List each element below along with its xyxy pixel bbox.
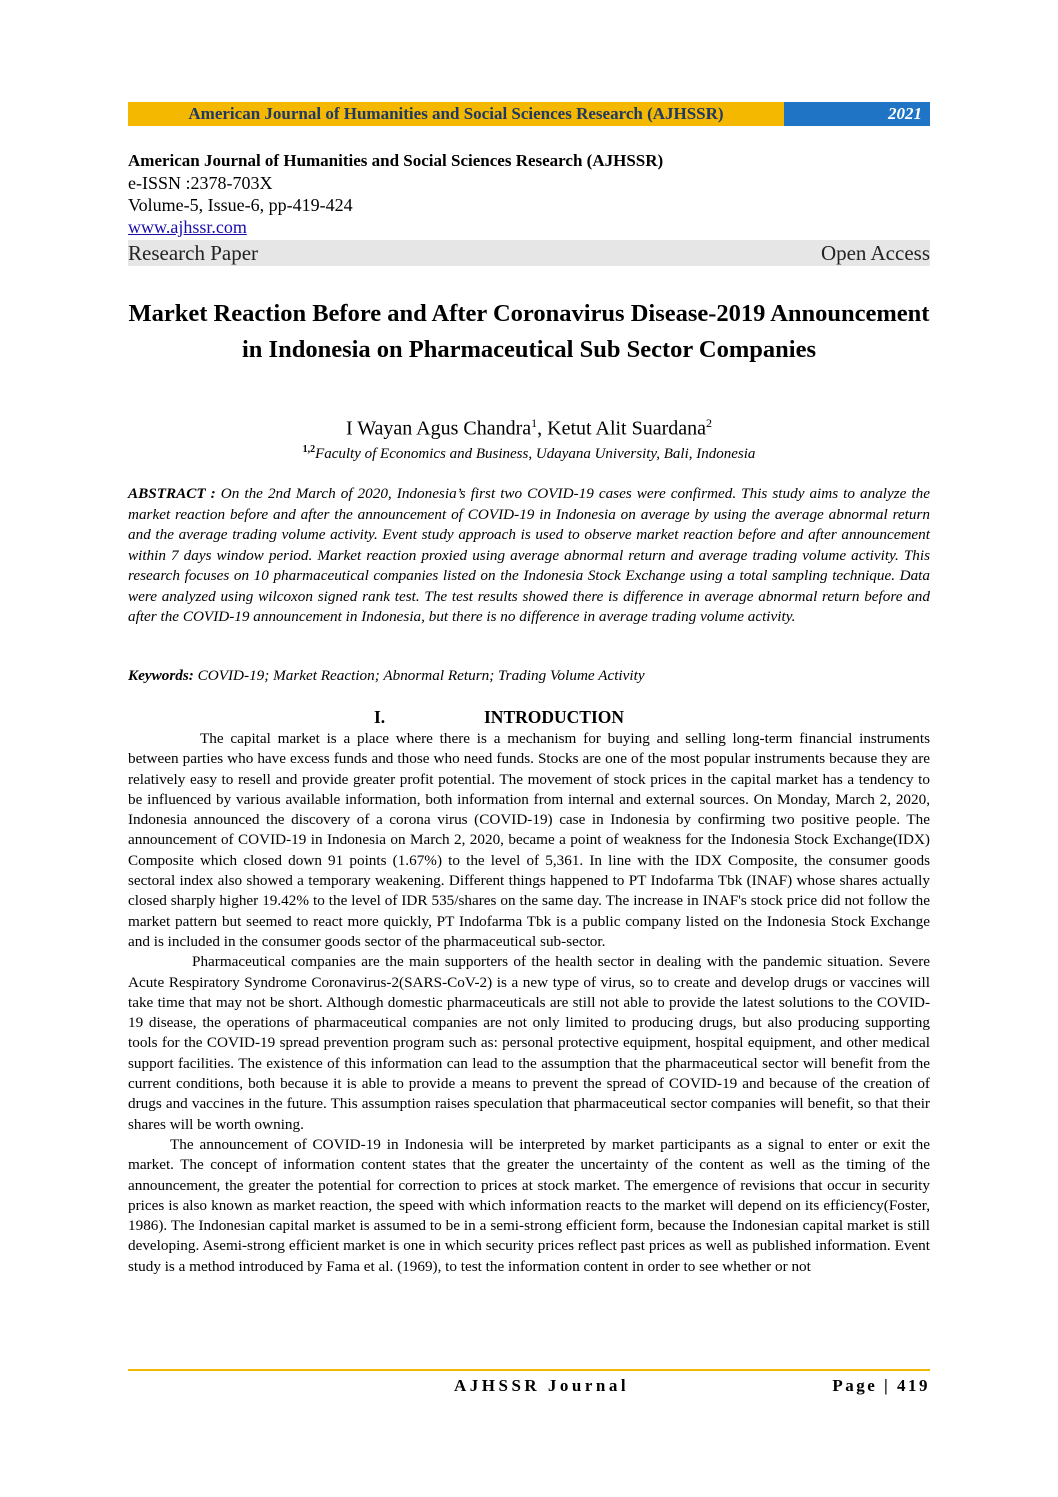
- journal-info-block: [128, 150, 930, 266]
- paragraph: Pharmaceutical companies are the main supporters of the health sector in dealing with the pandemic situation. Severe Acute Respiratory Syndrome Coronavirus-2(SARS-CoV-2) is a new type of virus, so to create and develop drugs or vaccines will take time that may not be short. Although domestic pharmaceuticals are still not able to provide the latest solutions to the COVID-19 disease, the operations of pharmaceutical companies are not only limited to producing drugs, but also producing supporting tools for the COVID-19 spread prevention program such as: personal protective equipment, hospital equipment, and other medical support facilities. The existence of this information can lead to the assumption that the pharmaceutical sector will benefit from the current conditions, both because it is able to provide a means to prevent the spread of COVID-19 and because of the creation of drugs and vaccines in the future. This assumption raises speculation that pharmaceutical sector companies will benefit, so that their shares will be worth owning.: [128, 953, 930, 1133]
- page-footer: [128, 1374, 930, 1398]
- paper-type-bar: [128, 240, 930, 266]
- volume-issue: Volume-5, Issue-6, pp-419-424: [128, 195, 353, 215]
- footer-divider: [128, 1369, 930, 1371]
- journal-website-link[interactable]: www.ajhssr.com: [128, 217, 247, 237]
- author-1: I Wayan Agus Chandra: [345, 417, 532, 440]
- affiliation-mark: 1,2: [302, 444, 316, 455]
- abstract-text: On the 2nd March of 2020, Indonesia’s first two COVID-19 cases were confirmed. This study aims to analyze the market reaction before and after the announcement of COVID-19 in Indonesia on average by using the average abnormal return and the average trading volume activity. Event study approach is used to observe market reaction before and after announcement within 7 days window period. Market reaction proxied using average abnormal return and average trading volume activity. This research focuses on 10 pharmaceutical companies listed on the Indonesia Stock Exchange using a total sampling technique. Data were analyzed using wilcoxon signed rank test. The test results showed there is difference in average abnormal return before and after the COVID-19 announcement in Indonesia, but there is no difference in average trading volume activity.: [128, 485, 930, 625]
- journal-header-banner: [128, 102, 930, 126]
- author-1-affiliation-mark: 1: [531, 416, 538, 430]
- publication-year: 2021: [784, 102, 930, 126]
- author-2: Ketut Alit Suardana: [547, 417, 707, 440]
- section-title: INTRODUCTION: [484, 707, 625, 727]
- journal-name-banner: American Journal of Humanities and Social Sciences Research (AJHSSR): [128, 102, 784, 126]
- affiliation-text: Faculty of Economics and Business, Udayana University, Bali, Indonesia: [315, 446, 756, 462]
- footer-journal-name: AJHSSR Journal: [454, 1376, 630, 1395]
- journal-title: American Journal of Humanities and Social Sciences Research (AJHSSR): [128, 151, 664, 170]
- abstract: [128, 484, 930, 628]
- author-2-affiliation-mark: 2: [706, 416, 713, 430]
- body-text: [128, 729, 930, 1277]
- access-type: Open Access: [820, 241, 930, 265]
- author-separator: ,: [537, 417, 548, 440]
- section-number: I.: [374, 707, 386, 727]
- authors: [128, 410, 930, 442]
- paper-title: Market Reaction Before and After Coronavirus Disease-2019 Announcement in Indonesia on Pharmaceutical Sub Sector Companies: [128, 300, 930, 363]
- abstract-label: ABSTRACT :: [128, 485, 216, 502]
- affiliation: [128, 440, 930, 464]
- keywords: [128, 666, 930, 686]
- paragraph: The announcement of COVID-19 in Indonesia will be interpreted by market participants as a signal to enter or exit the market. The concept of information content states that the greater the uncertainty of the content as well as the timing of the announcement, the greater the potential for correction to prices at stock market. The emergence of revisions that occur in security prices is also known as market reaction, the speed with which information reacts to the market will depend on its efficiency(Foster, 1986). The Indonesian capital market is assumed to be in a semi-strong efficient form, because the Indonesian capital market is still developing. Asemi-strong efficient market is one in which security prices reflect past prices as well as published information. Event study is a method introduced by Fama et al. (1969), to test the information content in order to see whether or not: [128, 1135, 930, 1275]
- paper-type: Research Paper: [128, 241, 259, 265]
- keywords-label: Keywords:: [128, 667, 194, 684]
- eissn: e-ISSN :2378-703X: [128, 173, 273, 193]
- page-number: Page | 419: [832, 1376, 930, 1395]
- paragraph: The capital market is a place where there is a mechanism for buying and selling long-term financial instruments between parties who have excess funds and those who need funds. Stocks are one of the most popular instruments because they are relatively easy to resell and provide greater profit potential. The movement of stock prices in the capital market has a tendency to be influenced by various available information, both information from internal and external sources. On Monday, March 2, 2020, Indonesia announced the discovery of a corona virus (COVID-19) case in Indonesia by confirming two positive people. The announcement of COVID-19 in Indonesia on March 2, 2020, became a point of weakness for the Indonesia Stock Exchange(IDX) Composite which closed down 91 points (1.67%) to the level of 5,361. In line with the IDX Composite, the consumer goods sectoral index also showed a temporary weakening. Different things happened to PT Indofarma Tbk (INAF) whose shares actually closed sharply higher 19.42% to the level of IDR 535/shares on the same day. The increase in INAF's stock price did not follow the market pattern but seemed to react more quickly, PT Indofarma Tbk is a public company listed on the Indonesia Stock Exchange and is included in the consumer goods sector of the pharmaceutical sub-sector.: [128, 730, 930, 950]
- keywords-text: COVID-19; Market Reaction; Abnormal Return; Trading Volume Activity: [197, 667, 645, 684]
